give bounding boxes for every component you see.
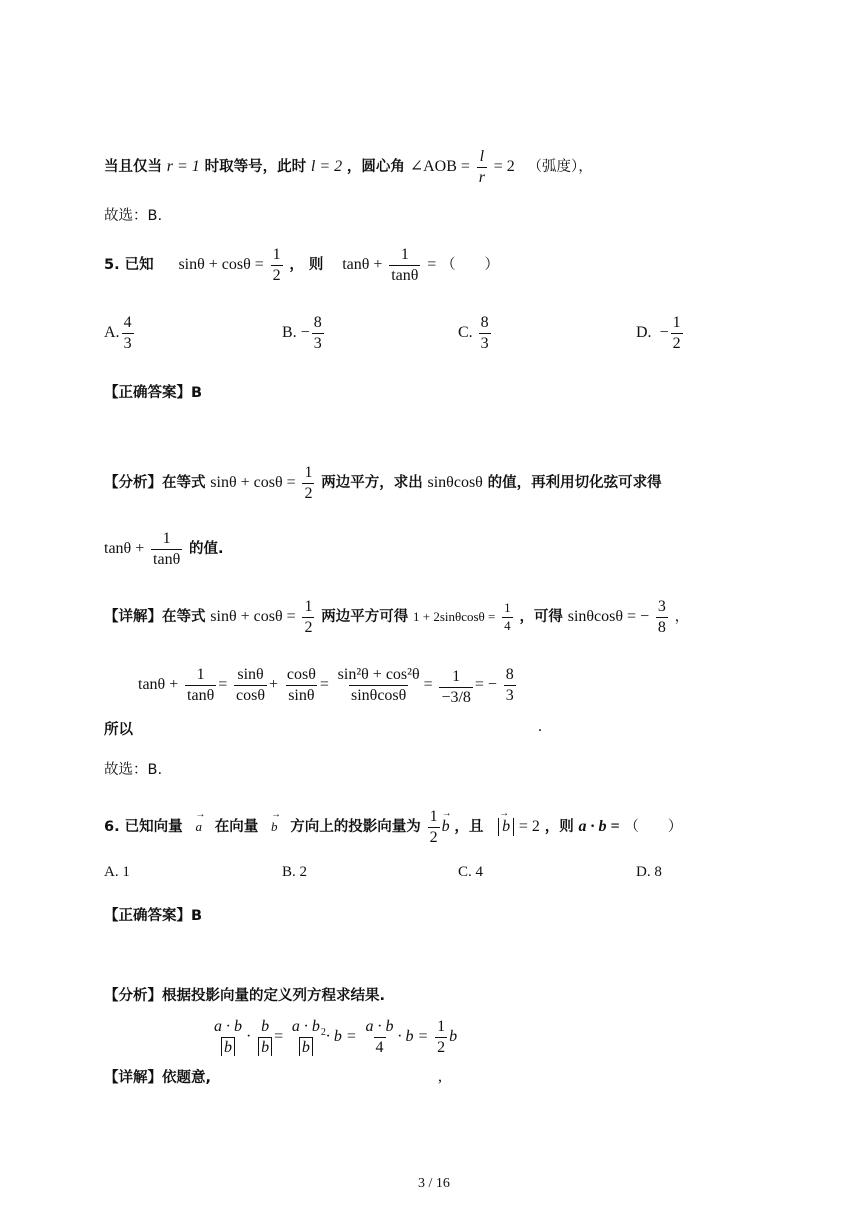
text: 当且仅当 [104,159,162,176]
fraction [504,666,516,704]
fraction [364,1018,396,1056]
text-line-arc-angle [104,148,593,186]
denominator: 3 [123,334,132,352]
conclusion-line: 故选：B. [104,208,163,224]
question-label: 6. 已知向量 [104,819,183,836]
analysis-5-cont [104,530,224,568]
comma: , [438,1068,442,1085]
text: 两边平方可得 [321,609,409,626]
fraction [302,464,314,502]
formula: sinθcosθ [427,474,483,492]
denominator: 4 [375,1038,384,1056]
sign: − [300,324,310,342]
vector-a: → a [195,819,202,835]
numerator: 3 [657,598,666,615]
numerator: a · b [291,1018,320,1035]
answer-blank: （ ） [441,257,500,274]
fraction [151,530,182,568]
numerator: 8 [505,666,514,683]
fraction [271,246,283,284]
denominator: 2 [429,828,438,846]
numerator: 1 [162,530,171,547]
numerator: 1 [452,668,461,685]
option-d-q6[interactable]: D. 8 [636,864,662,880]
formula: r = 1 [166,158,200,176]
numerator: 1 [196,666,205,683]
formula: 1 + 2sinθcosθ = [413,609,496,625]
fraction [656,598,668,636]
text: 方向上的投影向量为 [290,819,421,836]
denominator: b [299,1037,313,1057]
formula: sinθ + cosθ = [210,608,296,626]
fraction [439,668,472,706]
numerator: cosθ [286,666,316,683]
denominator: 4 [504,617,511,633]
denominator: sinθ [288,686,315,704]
fraction [290,1018,322,1056]
text: ，可得 [519,609,563,626]
detail-5 [104,598,689,636]
formula: ∠AOB = [409,158,470,176]
denominator: b [221,1037,235,1057]
numerator: a · b [365,1018,394,1035]
numerator: 1 [672,314,681,331]
numerator: 8 [480,314,489,331]
fraction [302,598,314,636]
numerator: 1 [400,246,409,263]
vector-norm: → b [498,818,514,836]
denominator: 8 [657,618,666,636]
formula: sinθ + cosθ = [210,474,296,492]
text: ，且 [454,819,484,836]
denominator: r [478,168,485,186]
text: （弧度）， [527,159,593,176]
numerator: a · b [214,1018,242,1035]
denominator: 3 [313,334,322,352]
fraction [258,1018,272,1056]
numerator: sin²θ + cos²θ [337,666,420,683]
denominator: 2 [304,484,313,502]
fraction [336,666,422,704]
denominator: −3/8 [441,688,471,706]
formula: sinθ + cosθ = [178,256,264,274]
fraction [312,314,324,352]
option-c-q6[interactable]: C. 4 [458,864,484,880]
option-c[interactable] [458,314,493,352]
formula: tanθ + [342,256,383,274]
numerator: b [261,1018,270,1035]
fraction [212,1018,244,1056]
fraction [428,808,440,846]
text: 的值，再利用切化弦可求得 [487,475,662,492]
text: 时取等号，此时 [204,159,307,176]
text: ， 则 [289,257,324,274]
numerator: 1 [429,808,438,825]
option-b[interactable] [282,314,326,352]
numerator: 8 [313,314,322,331]
numerator: 1 [272,246,281,263]
exponent: 2 [320,1027,326,1039]
analysis-5 [104,464,662,502]
fraction [122,314,134,352]
fraction [185,666,216,704]
fraction [389,246,420,284]
formula: l = 2 [310,158,343,176]
denominator: tanθ [187,686,215,704]
option-a-q6[interactable]: A. 1 [104,864,130,880]
numerator: l [479,148,485,165]
denominator: 2 [272,266,281,284]
fraction [479,314,491,352]
denominator: cosθ [236,686,266,704]
fraction [671,314,683,352]
numerator: 1 [504,600,511,616]
detail-5-chain: tanθ + $\frac{1}{\tan\theta}$ = $\frac{\sin\theta}{\cos\theta}$ + $\frac{\cos\theta}{\sin\theta}$ = $\frac{\text{sin²θ + cos²θ}}{\sin\theta\cos\theta}$ = $\frac{1}{-3/8}$ = − $\frac{8}{3}$ [138,666,514,706]
denominator: 2 [437,1038,446,1056]
denominator: 2 [672,334,681,352]
question-6 [104,808,682,846]
denominator: 3 [505,686,514,704]
formula: = − [474,676,497,694]
text: 【详解】在等式 [104,609,206,626]
fraction [435,1018,447,1056]
answer-5: 【正确答案】B [104,385,203,401]
formula: = 2 [493,158,515,176]
text: 两边平方，求出 [321,475,423,492]
option-label: A. [104,324,120,342]
formula: = [427,256,437,274]
vector-b: → b [271,819,278,835]
analysis-6: 【分析】根据投影向量的定义列方程求结果. [104,988,386,1004]
text: ，则 [544,819,574,836]
denominator: 2 [304,618,313,636]
denominator: sinθcosθ [350,686,407,704]
text: 【分析】在等式 [104,475,206,492]
fraction [234,666,267,704]
so-label: 所以 [104,722,133,738]
option-label: C. [458,324,473,342]
numerator: sinθ [237,666,264,683]
formula: sinθcosθ = − [567,608,650,626]
vector-b: → b [442,818,450,836]
numerator: 4 [123,314,132,331]
question-5 [104,246,499,284]
numerator: 1 [437,1018,446,1035]
detail-6-label: 【详解】依题意, [104,1070,212,1086]
detail-6-equation: $\frac{a \cdot b}{b}$ · $\frac{b}{b}$ = $\frac{a \cdot b}{b}$ $^2$· b = $\frac{a \cdot b}{4}$ · b = $\frac{1}{2}$ b [214,1018,458,1056]
period: . [538,718,542,735]
sign: − [659,324,669,342]
fraction [502,601,513,633]
denominator: tanθ [153,550,181,568]
text: 在向量 [214,819,259,836]
formula: a · b = [578,818,620,836]
text: 的值. [189,541,224,558]
option-label: D. [636,324,652,342]
numerator: 1 [304,598,313,615]
answer-blank: （ ） [624,819,683,836]
denominator: b [258,1037,272,1057]
text: ， [674,609,690,626]
formula: tanθ + [104,540,145,558]
formula: = 2 [518,818,540,836]
fraction [285,666,318,704]
option-label: B. [282,324,297,342]
conclusion-line-2: 故选：B. [104,762,163,778]
answer-6: 【正确答案】B [104,908,203,924]
numerator: 1 [304,464,313,481]
option-d[interactable] [636,314,685,352]
page-number: 3 / 16 [418,1176,450,1191]
option-b-q6[interactable]: B. 2 [282,864,308,880]
denominator: tanθ [391,266,419,284]
option-a[interactable] [104,314,136,352]
formula: tanθ + [138,676,179,694]
question-label: 5. 已知 [104,257,154,274]
denominator: 3 [480,334,489,352]
text: ，圆心角 [346,159,405,176]
fraction [477,148,487,186]
